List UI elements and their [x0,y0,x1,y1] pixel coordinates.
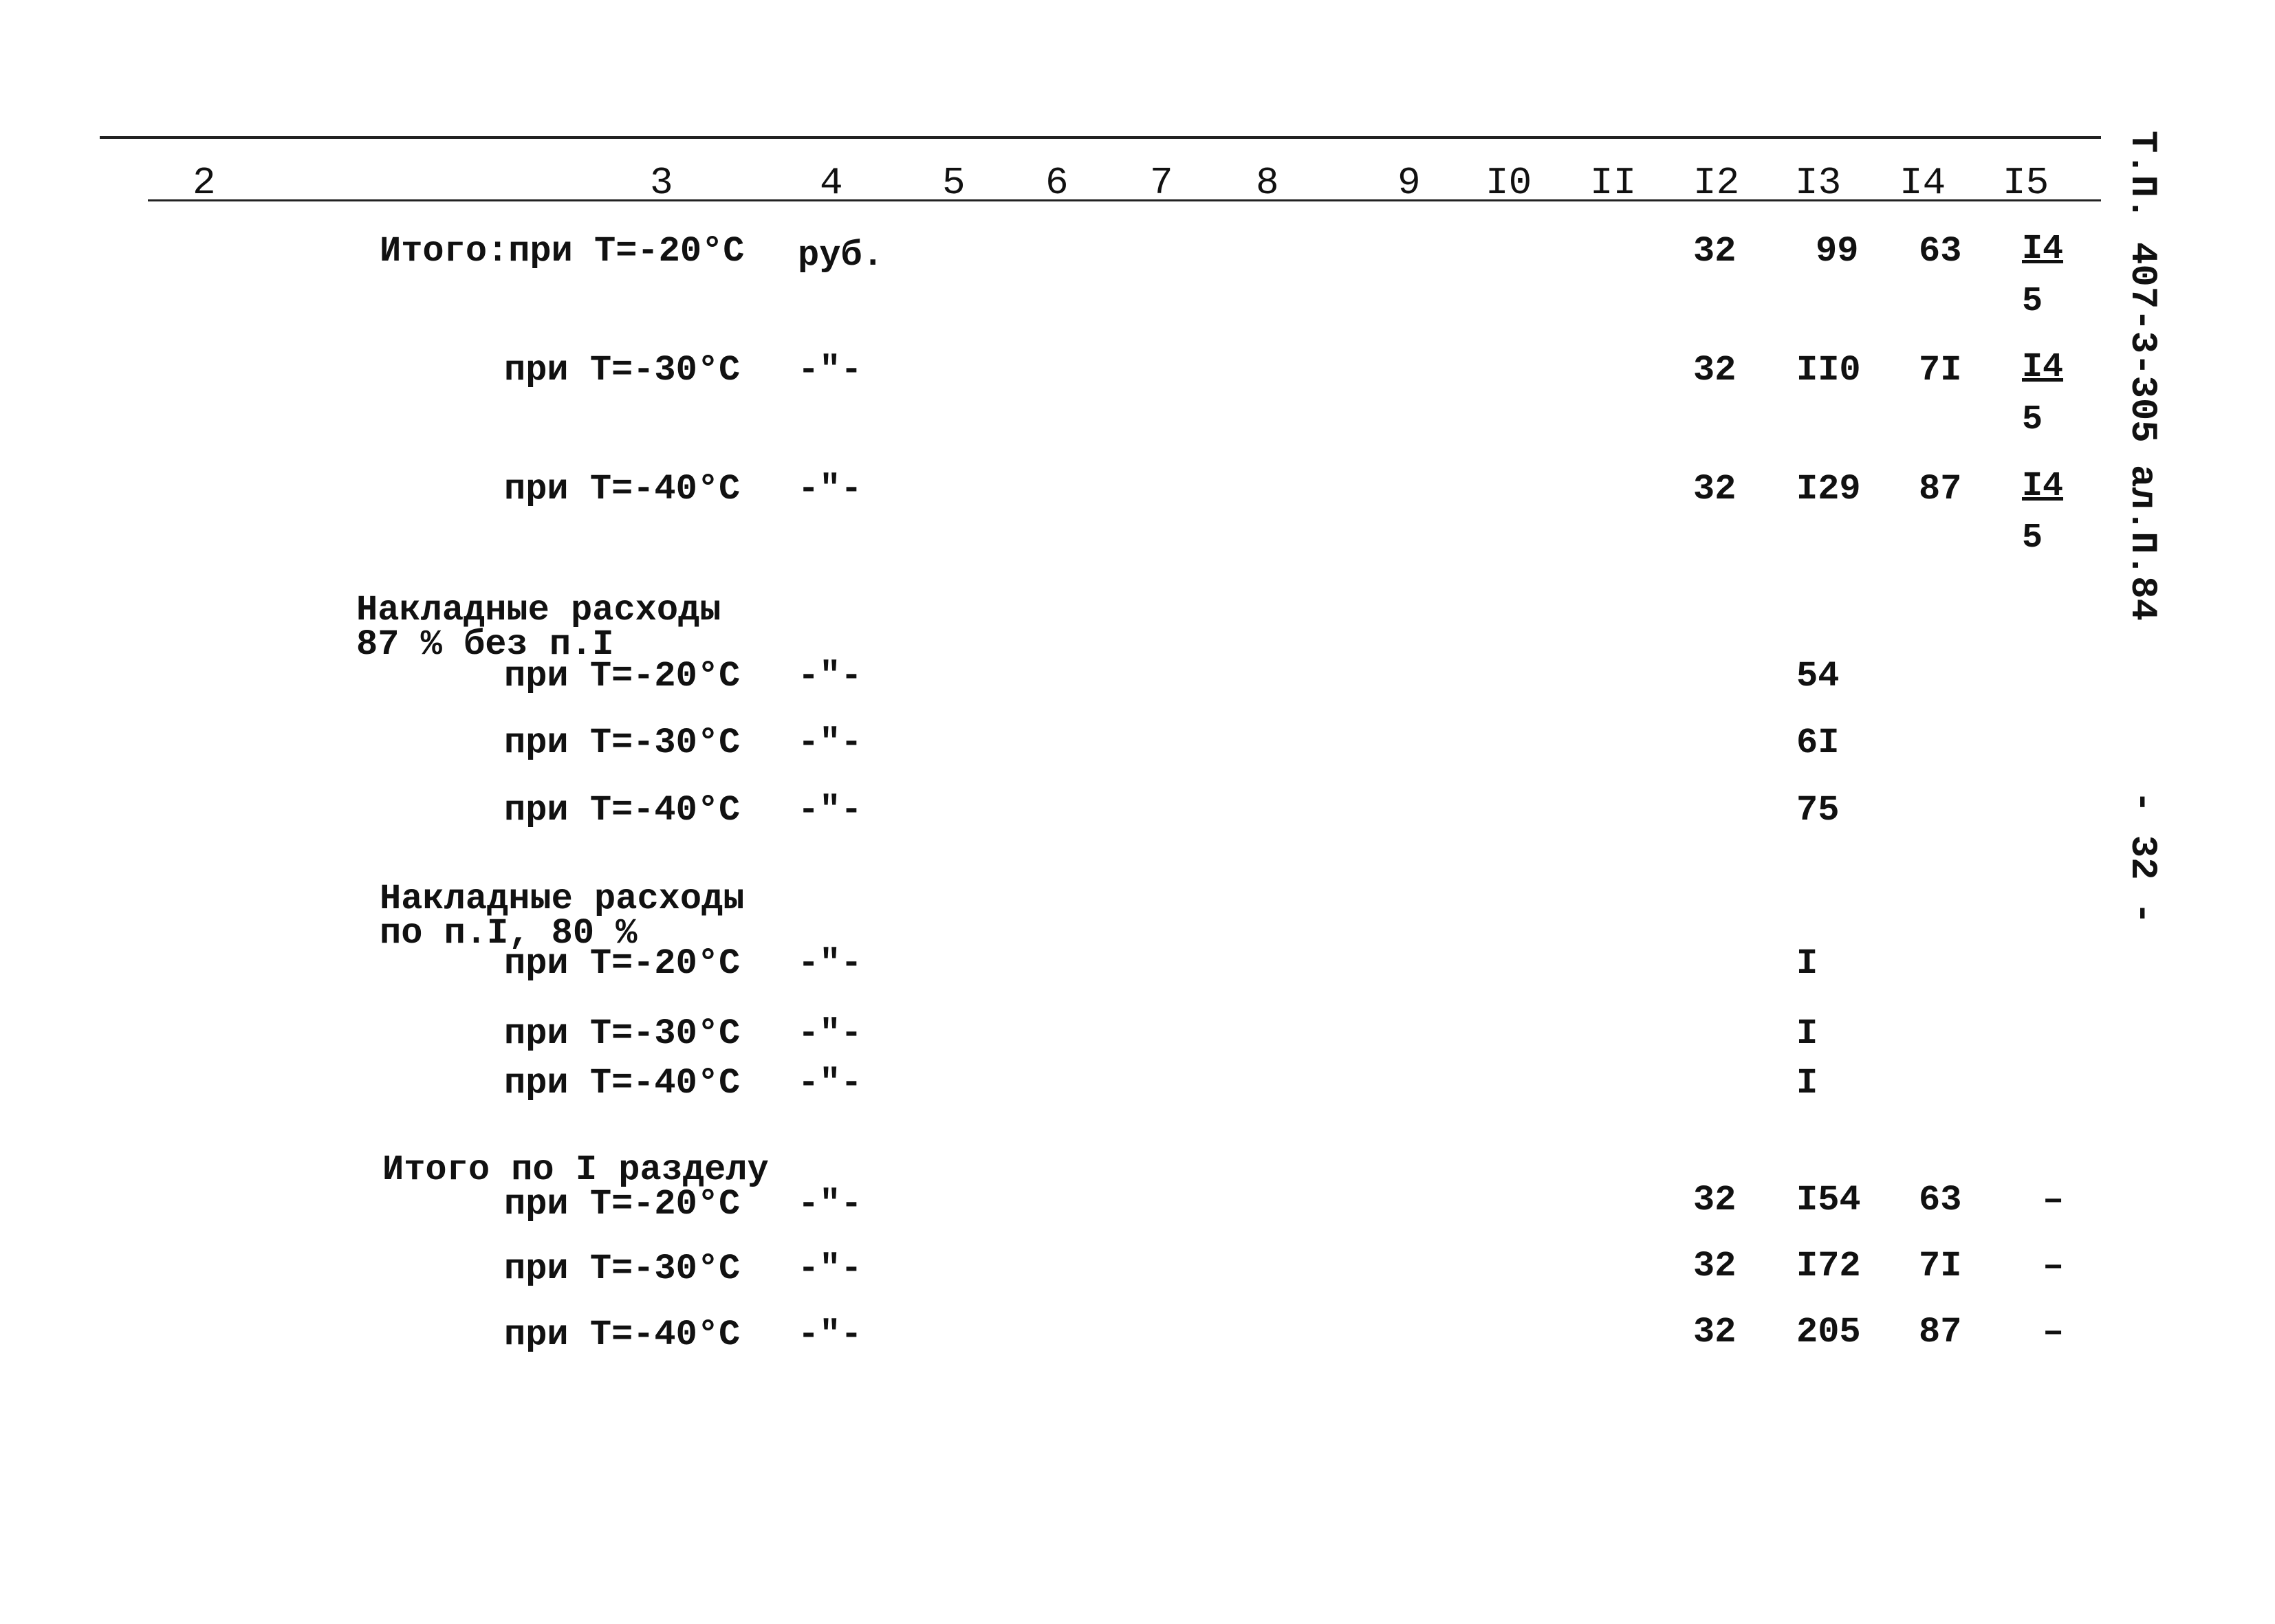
section-subtitle: по п.I, 80 % [380,913,638,954]
col-header-4: 4 [820,161,843,205]
row-unit: -"- [798,350,862,391]
cell-c13: 54 [1796,656,1840,696]
row-unit: -"- [798,1315,862,1355]
row-unit: -"- [798,943,862,984]
row-label: при Т=-30°С [504,723,741,763]
cell-c12: 32 [1693,1180,1737,1220]
row-unit: -"- [798,1063,862,1104]
cell-c12: 32 [1693,469,1737,509]
section-title: Итого по I разделу [382,1150,769,1190]
col-header-2: 2 [193,161,216,205]
col-header-5: 5 [942,161,966,205]
row-unit: -"- [798,1013,862,1054]
col-header-10: I0 [1485,161,1532,205]
row-unit: -"- [798,656,862,696]
cell-c13: I29 [1796,469,1861,509]
cell-c15: – [2043,1246,2065,1286]
cell-c13: 99 [1816,231,1859,272]
cell-c12: 32 [1693,1312,1737,1352]
cell-c13: I [1796,943,1818,984]
cell-c15-numerator: I4 [2022,348,2064,387]
row-label: при Т=-30°С [504,1013,741,1054]
cell-c13: I54 [1796,1180,1861,1220]
row-label: при Т=-20°С [504,1184,741,1225]
col-header-12: I2 [1693,161,1740,205]
cell-c15: – [2043,1312,2065,1352]
col-header-15: I5 [2003,161,2049,205]
cell-c13: 6I [1796,723,1840,763]
row-unit: -"- [798,790,862,831]
section-title: Накладные расходы [380,879,745,919]
document-code: Т.П. 407-3-305 ал.П.84 [2121,131,2163,621]
cell-c12: 32 [1693,231,1737,272]
col-header-8: 8 [1256,161,1279,205]
cell-c15-denominator: 5 [2022,282,2043,321]
cell-c15-numerator: I4 [2022,230,2064,269]
col-header-9: 9 [1397,161,1421,205]
section-title: Накладные расходы [356,590,721,630]
section-subtitle: 87 % без п.I [356,624,614,665]
cell-c14: 63 [1919,231,1962,272]
row-label: при Т=-40°С [504,1063,741,1104]
col-header-6: 6 [1045,161,1069,205]
cell-c15-denominator: 5 [2022,518,2043,558]
cell-c13: II0 [1796,350,1861,391]
row-unit: -"- [798,469,862,509]
row-label: при Т=-20°С [504,943,741,984]
row-unit: -"- [798,1249,862,1289]
top-rule [100,136,2101,139]
cell-c14: 7I [1919,350,1962,391]
row-label: при Т=-20°С [504,656,741,696]
col-header-7: 7 [1150,161,1173,205]
col-header-3: 3 [650,161,673,205]
row-label: Итого:при Т=-20°С [380,231,745,272]
cell-c13: 75 [1796,790,1840,831]
cell-c15: – [2043,1180,2065,1220]
row-label: при Т=-30°С [504,1249,741,1289]
cell-c14: 7I [1919,1246,1962,1286]
page-number: - 32 - [2121,791,2163,925]
cell-c13: I [1796,1063,1818,1104]
row-label: при Т=-40°С [504,1315,741,1355]
row-unit: -"- [798,1184,862,1225]
cell-c13: I [1796,1013,1818,1054]
cell-c12: 32 [1693,350,1737,391]
row-label: при Т=-30°С [504,350,741,391]
cell-c13: I72 [1796,1246,1861,1286]
col-header-11: II [1590,161,1637,205]
row-unit: руб. [798,235,884,276]
cell-c13: 205 [1796,1312,1861,1352]
cell-c14: 87 [1919,469,1962,509]
row-label: при Т=-40°С [504,790,741,831]
cell-c15-denominator: 5 [2022,400,2043,439]
cell-c12: 32 [1693,1246,1737,1286]
col-header-13: I3 [1795,161,1842,205]
cell-c15-numerator: I4 [2022,467,2064,506]
col-header-14: I4 [1900,161,1946,205]
cell-c14: 87 [1919,1312,1962,1352]
row-unit: -"- [798,723,862,763]
row-label: при Т=-40°С [504,469,741,509]
cell-c14: 63 [1919,1180,1962,1220]
